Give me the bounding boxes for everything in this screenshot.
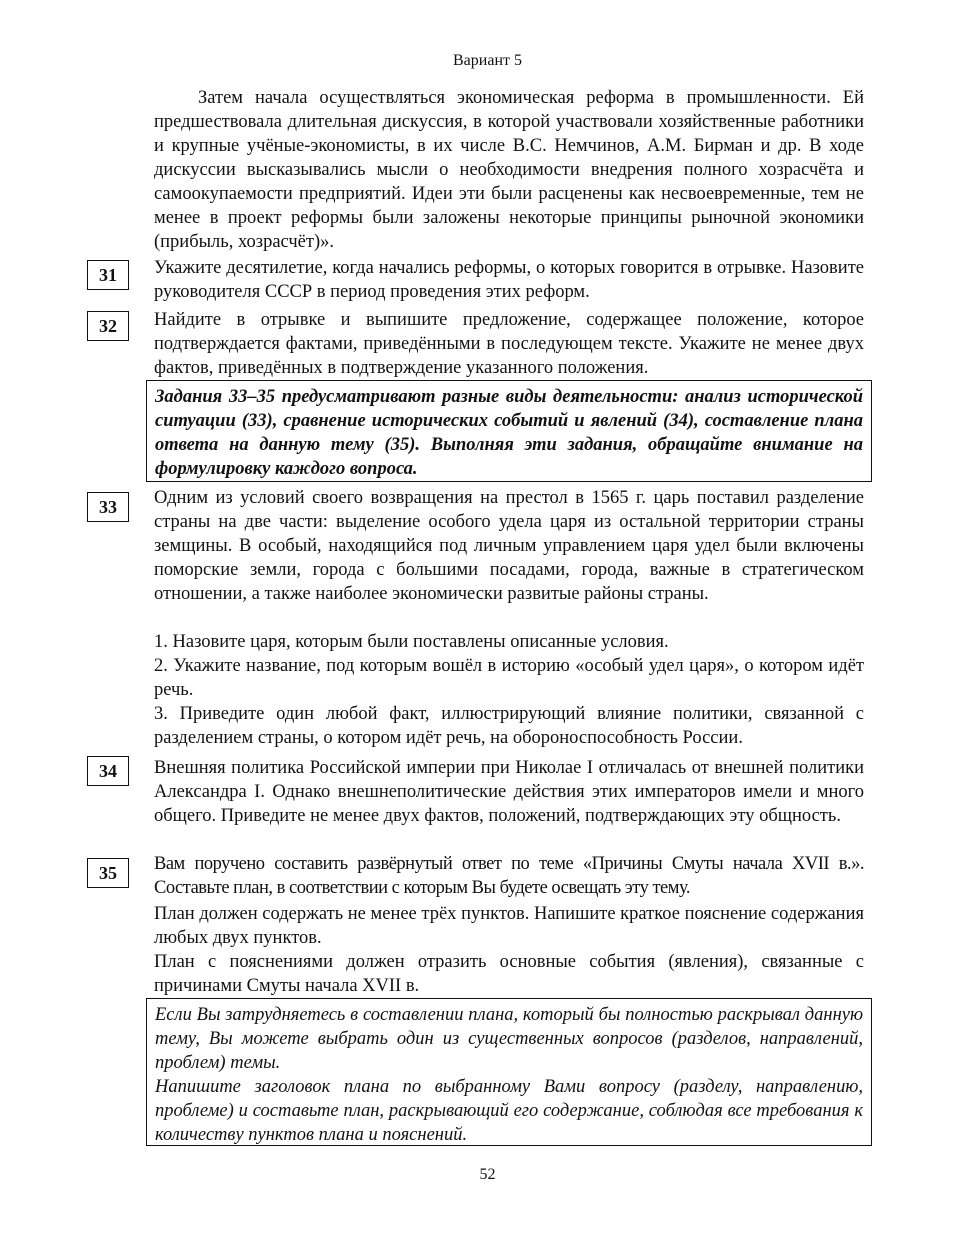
- question-33-text: Одним из условий своего возвращения на престол в 1565 г. царь поставил разделение страны на две части: выделение особого удела царя из остальной территории страны земщины. В особый, находящийся под личным управлением царя удел были включены поморские земли, города с большими посадами, города, важные в стратегическом отношении, а также наиболее экономически развитые районы страны.: [154, 488, 864, 604]
- hint-box: [146, 998, 872, 1146]
- question-33-item-3: 3. Приведите один любой факт, иллюстрирующий влияние политики, связанной с разделением страны, о котором идёт речь, на обороноспособность России.: [154, 704, 864, 748]
- question-33-number: 33: [87, 492, 129, 522]
- question-32-text: Найдите в отрывке и выпишите предложение, содержащее положение, которое подтверждается фактами, приведёнными в последующем тексте. Укажите не менее двух фактов, приведённых в подтверждение указанного положения.: [154, 310, 864, 378]
- instruction-text: Задания 33–35 предусматривают разные виды деятельности: анализ исторической ситуации (33), сравнение исторических событий и явлений (34), составление плана ответа на данную тему (35). Выполняя эти задания, обращайте внимание на формулировку каждого вопроса.: [155, 387, 863, 479]
- question-35-number: 35: [87, 858, 129, 888]
- question-35-text-3: План с пояснениями должен отразить основные события (явления), связанные с причинами Смуты начала XVII в.: [154, 952, 864, 996]
- question-32-number: 32: [87, 311, 129, 341]
- question-33-item-1: 1. Назовите царя, которым были поставлены описанные условия.: [154, 632, 669, 652]
- hint-paragraph-2: Напишите заголовок плана по выбранному Вами вопросу (разделу, направлению, проблеме) и составьте план, раскрывающий его содержание, соблюдая все требования к количеству пунктов плана и пояснений.: [155, 1077, 863, 1145]
- question-34-text: Внешняя политика Российской империи при Николае I отличалась от внешней политики Александра I. Однако внешнеполитические действия этих императоров имели и много общего. Приведите не менее двух фактов, положений, подтверждающих эту общность.: [154, 758, 864, 826]
- question-31-text: Укажите десятилетие, когда начались реформы, о которых говорится в отрывке. Назовите руководителя СССР в период проведения этих реформ.: [154, 258, 864, 302]
- question-35-text-2: План должен содержать не менее трёх пунктов. Напишите краткое пояснение содержания любых двух пунктов.: [154, 904, 864, 948]
- hint-paragraph-1: Если Вы затрудняетесь в составлении плана, который бы полностью раскрывал данную тему, Вы можете выбрать один из существенных вопросов (разделов, направлений, проблем) темы.: [155, 1005, 863, 1073]
- question-31-number: 31: [87, 260, 129, 290]
- instruction-box: [146, 380, 872, 482]
- question-35-text-1: Вам поручено составить развёрнутый ответ по теме «Причины Смуты начала XVII в.». Составьте план, в соответствии с которым Вы будете освещать эту тему.: [154, 854, 864, 898]
- page-number: 52: [479, 1166, 496, 1183]
- question-34-number: 34: [87, 756, 129, 786]
- question-33-item-2: 2. Укажите название, под которым вошёл в историю «особый удел царя», о котором идёт речь.: [154, 656, 864, 700]
- variant-header: Вариант 5: [453, 52, 522, 69]
- intro-paragraph: Затем начала осуществляться экономическая реформа в промышленности. Ей предшествовала длительная дискуссия, в которой участвовали хозяйственные работники и крупные учёные-экономисты, в их числе В.С. Немчинов, А.М. Бирман и др. В ходе дискуссии высказывались мысли о необходимости внедрения полного хозрасчёта и самоокупаемости предприятий. Идеи эти были расценены как несвоевременные, тем не менее в проект реформы были заложены некоторые принципы рыночной экономики (прибыль, хозрасчёт)».: [154, 88, 864, 252]
